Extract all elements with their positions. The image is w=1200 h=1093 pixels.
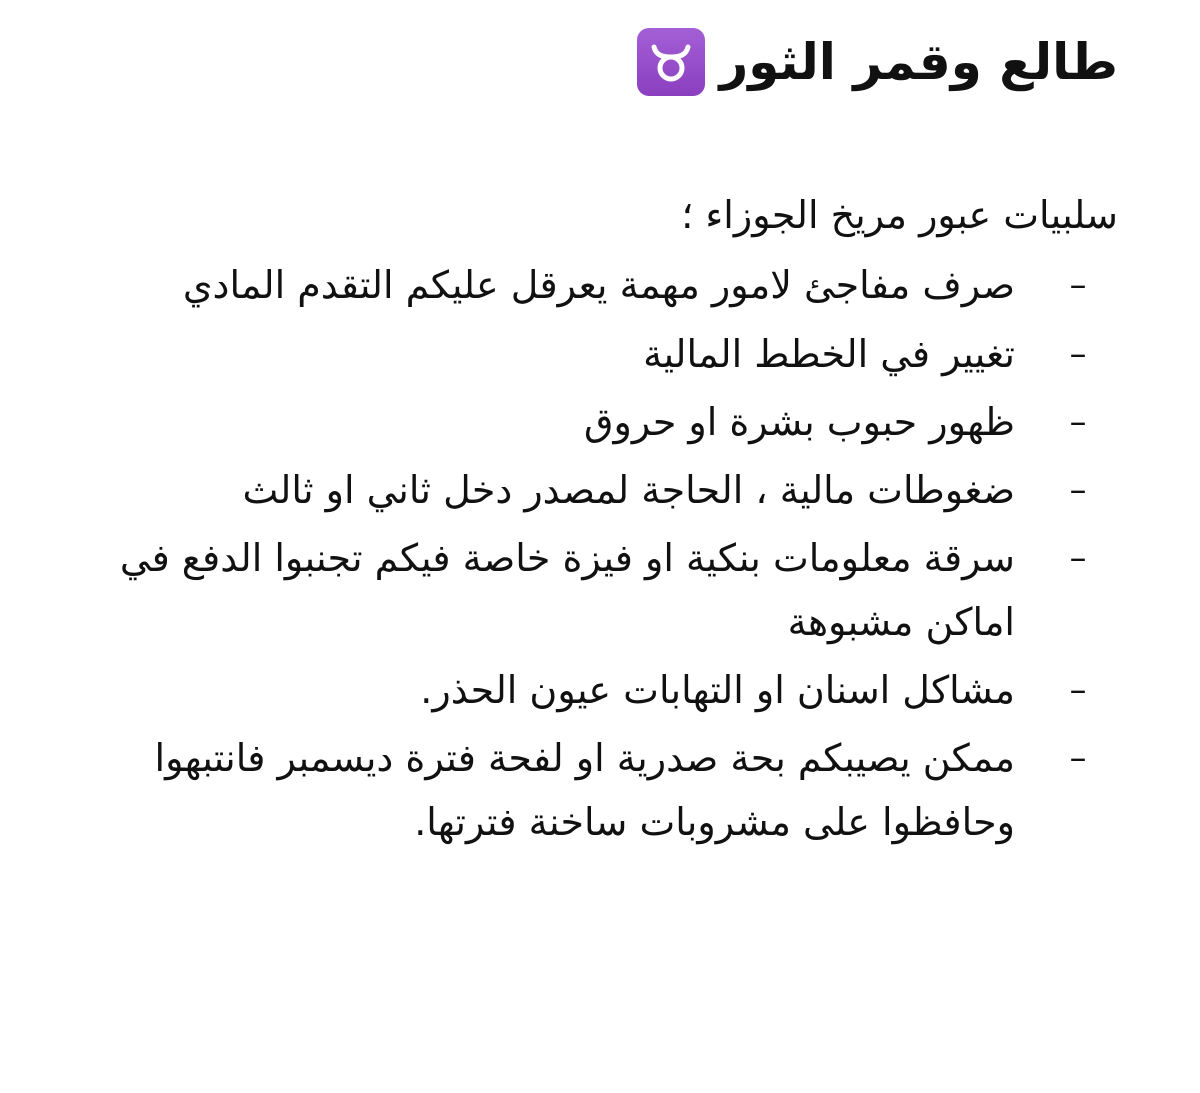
- list-item: [60, 658, 1092, 722]
- page-title: طالع وقمر الثور: [719, 33, 1118, 91]
- list-item: [60, 458, 1092, 522]
- bullet-dash: –: [1069, 470, 1087, 510]
- list-item-text: تغيير في الخطط المالية: [643, 332, 1015, 376]
- taurus-glyph-icon: [646, 37, 696, 87]
- bullet-dash: –: [1069, 334, 1087, 374]
- list-item: [60, 526, 1092, 654]
- list-item-text: ضغوطات مالية ، الحاجة لمصدر دخل ثاني او ثالث: [242, 468, 1015, 512]
- list-item-text: ممكن يصيبكم بحة صدرية او لفحة فترة ديسمبر فانتبهوا وحافظوا على مشروبات ساخنة فترتها.: [154, 736, 1015, 844]
- title-row: [637, 22, 1118, 102]
- intro-line: سلبيات عبور مريخ الجوزاء ؛: [681, 193, 1118, 237]
- bullet-dash: –: [1069, 265, 1087, 305]
- list-item-text: مشاكل اسنان او التهابات عيون الحذر.: [420, 668, 1015, 712]
- list-item: [60, 322, 1092, 386]
- bullet-dash: –: [1069, 738, 1087, 778]
- list-item-text: صرف مفاجئ لامور مهمة يعرقل عليكم التقدم المادي: [182, 263, 1015, 307]
- negatives-list: [60, 253, 1092, 858]
- bullet-dash: –: [1069, 402, 1087, 442]
- list-item: [60, 390, 1092, 454]
- list-item-text: ظهور حبوب بشرة او حروق: [584, 400, 1015, 444]
- taurus-zodiac-icon: [637, 28, 705, 96]
- list-item-text: سرقة معلومات بنكية او فيزة خاصة فيكم تجنبوا الدفع في اماكن مشبوهة: [119, 536, 1015, 644]
- list-item: [60, 253, 1092, 317]
- bullet-dash: –: [1069, 538, 1087, 578]
- list-item: [60, 726, 1092, 854]
- bullet-dash: –: [1069, 670, 1087, 710]
